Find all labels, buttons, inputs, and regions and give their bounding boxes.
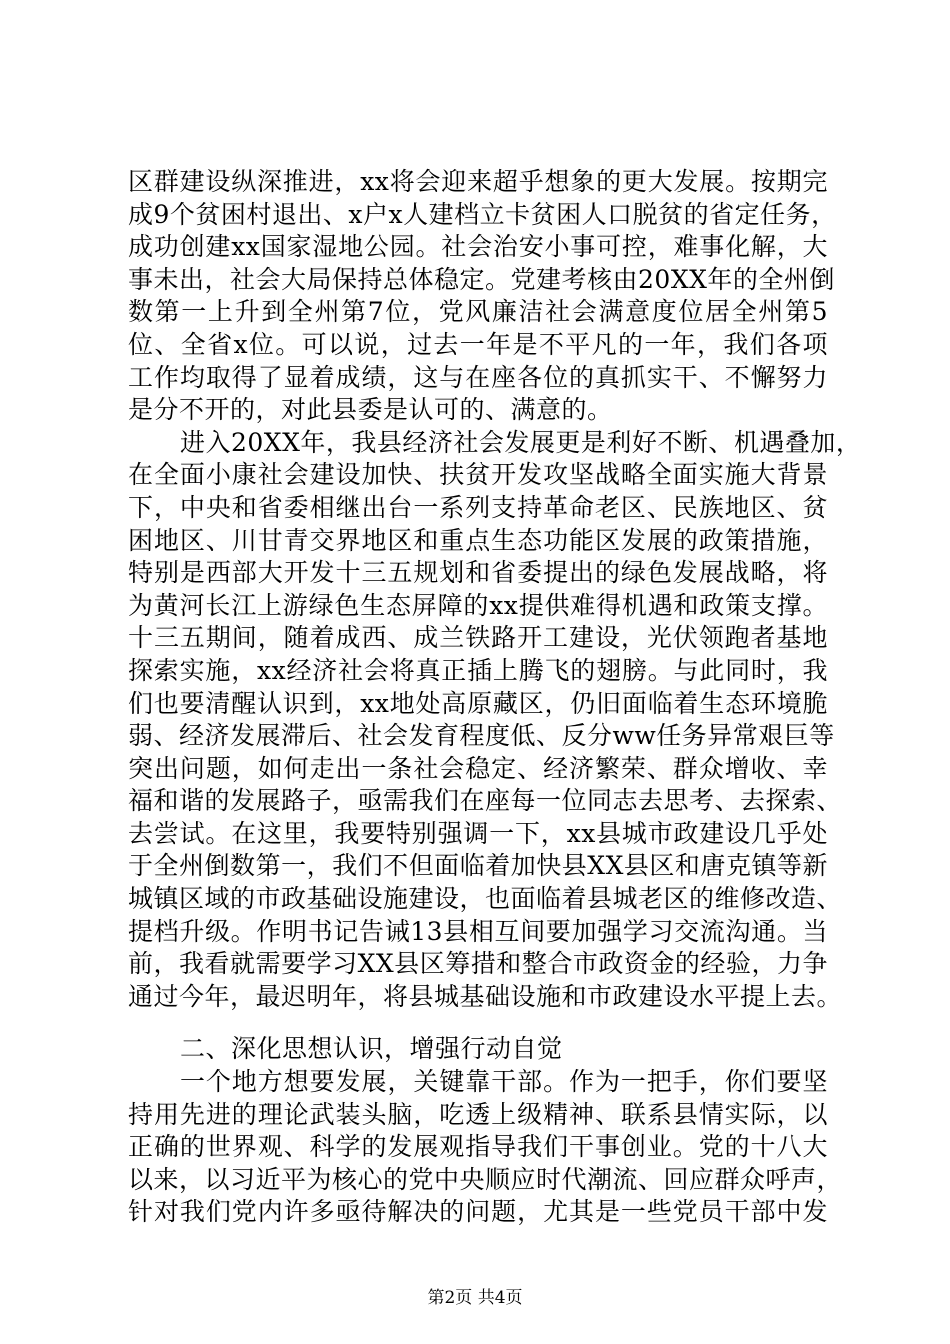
- text-line: 一个地方想要发展，关键靠干部。作为一把手，你们要坚: [180, 1067, 828, 1097]
- text-line: 城镇区域的市政基础设施建设，也面临着县城老区的维修改造、: [128, 884, 843, 914]
- text-line: 提档升级。作明书记告诫13县相互间要加强学习交流沟通。当: [128, 916, 828, 946]
- paragraph-3: [128, 1066, 843, 1229]
- body-text: [128, 166, 862, 1229]
- text-line: 于全州倒数第一，我们不但面临着加快县XX县区和唐克镇等新: [128, 851, 828, 881]
- text-line: 持用先进的理论武装头脑，吃透上级精神、联系县情实际，以: [128, 1099, 828, 1129]
- text-line: 前，我看就需要学习XX县区筹措和整合市政资金的经验，力争: [128, 949, 828, 979]
- text-line: 区群建设纵深推进，xx将会迎来超乎想象的更大发展。按期完: [128, 167, 828, 196]
- text-line: 们也要清醒认识到，xx地处高原藏区，仍旧面临着生态环境脆: [128, 688, 828, 718]
- text-line: 困地区、川甘青交界地区和重点生态功能区发展的政策措施，: [128, 525, 828, 555]
- text-line: 位、全省x位。可以说，过去一年是不平凡的一年，我们各项: [128, 329, 828, 359]
- text-line: 去尝试。在这里，我要特别强调一下，xx县城市政建设几乎处: [128, 818, 828, 848]
- text-line: 为黄河长江上游绿色生态屏障的xx提供难得机遇和政策支撑。: [128, 590, 828, 620]
- text-line: 突出问题，如何走出一条社会稳定、经济繁荣、群众增收、幸: [128, 753, 828, 783]
- page-number: 第2页 共4页: [427, 1288, 523, 1308]
- section-heading: 二、深化思想认识，增强行动自觉: [180, 1034, 563, 1064]
- text-line: 数第一上升到全州第7位，党风廉洁社会满意度位居全州第5: [128, 297, 828, 327]
- paragraph-1: [128, 166, 837, 427]
- text-line: 进入20XX年，我县经济社会发展更是利好不断、机遇叠加，: [180, 427, 862, 457]
- text-line: 成功创建xx国家湿地公园。社会治安小事可控，难事化解，大: [128, 232, 828, 262]
- text-line: 成9个贫困村退出、x户x人建档立卡贫困人口脱贫的省定任务，: [128, 199, 837, 229]
- text-line: 事未出，社会大局保持总体稳定。党建考核由20XX年的全州倒: [128, 264, 835, 294]
- text-line: 针对我们党内许多亟待解决的问题，尤其是一些党员干部中发: [128, 1197, 828, 1227]
- text-line: 正确的世界观、科学的发展观指导我们干事创业。党的十八大: [128, 1132, 828, 1162]
- text-line: 十三五期间，随着成西、成兰铁路开工建设，光伏领跑者基地: [128, 623, 828, 653]
- text-line: 特别是西部大开发十三五规划和省委提出的绿色发展战略，将: [128, 558, 828, 588]
- text-line: 在全面小康社会建设加快、扶贫开发攻坚战略全面实施大背景: [128, 460, 828, 490]
- text-line: 工作均取得了显着成绩，这与在座各位的真抓实干、不懈努力: [128, 362, 828, 392]
- text-line: 是分不开的，对此县委是认可的、满意的。: [128, 395, 613, 425]
- paragraph-2: [128, 427, 862, 1014]
- text-line: 以来，以习近平为核心的党中央顺应时代潮流、回应群众呼声，: [128, 1164, 843, 1194]
- text-line: 福和谐的发展路子，亟需我们在座每一位同志去思考、去探索、: [128, 786, 843, 816]
- text-line: 探索实施，xx经济社会将真正插上腾飞的翅膀。与此同时，我: [128, 655, 828, 685]
- text-line: 弱、经济发展滞后、社会发育程度低、反分ww任务异常艰巨等: [128, 721, 835, 751]
- text-line: 下，中央和省委相继出台一系列支持革命老区、民族地区、贫: [128, 492, 828, 522]
- text-line: 通过今年，最迟明年，将县城基础设施和市政建设水平提上去。: [128, 981, 843, 1011]
